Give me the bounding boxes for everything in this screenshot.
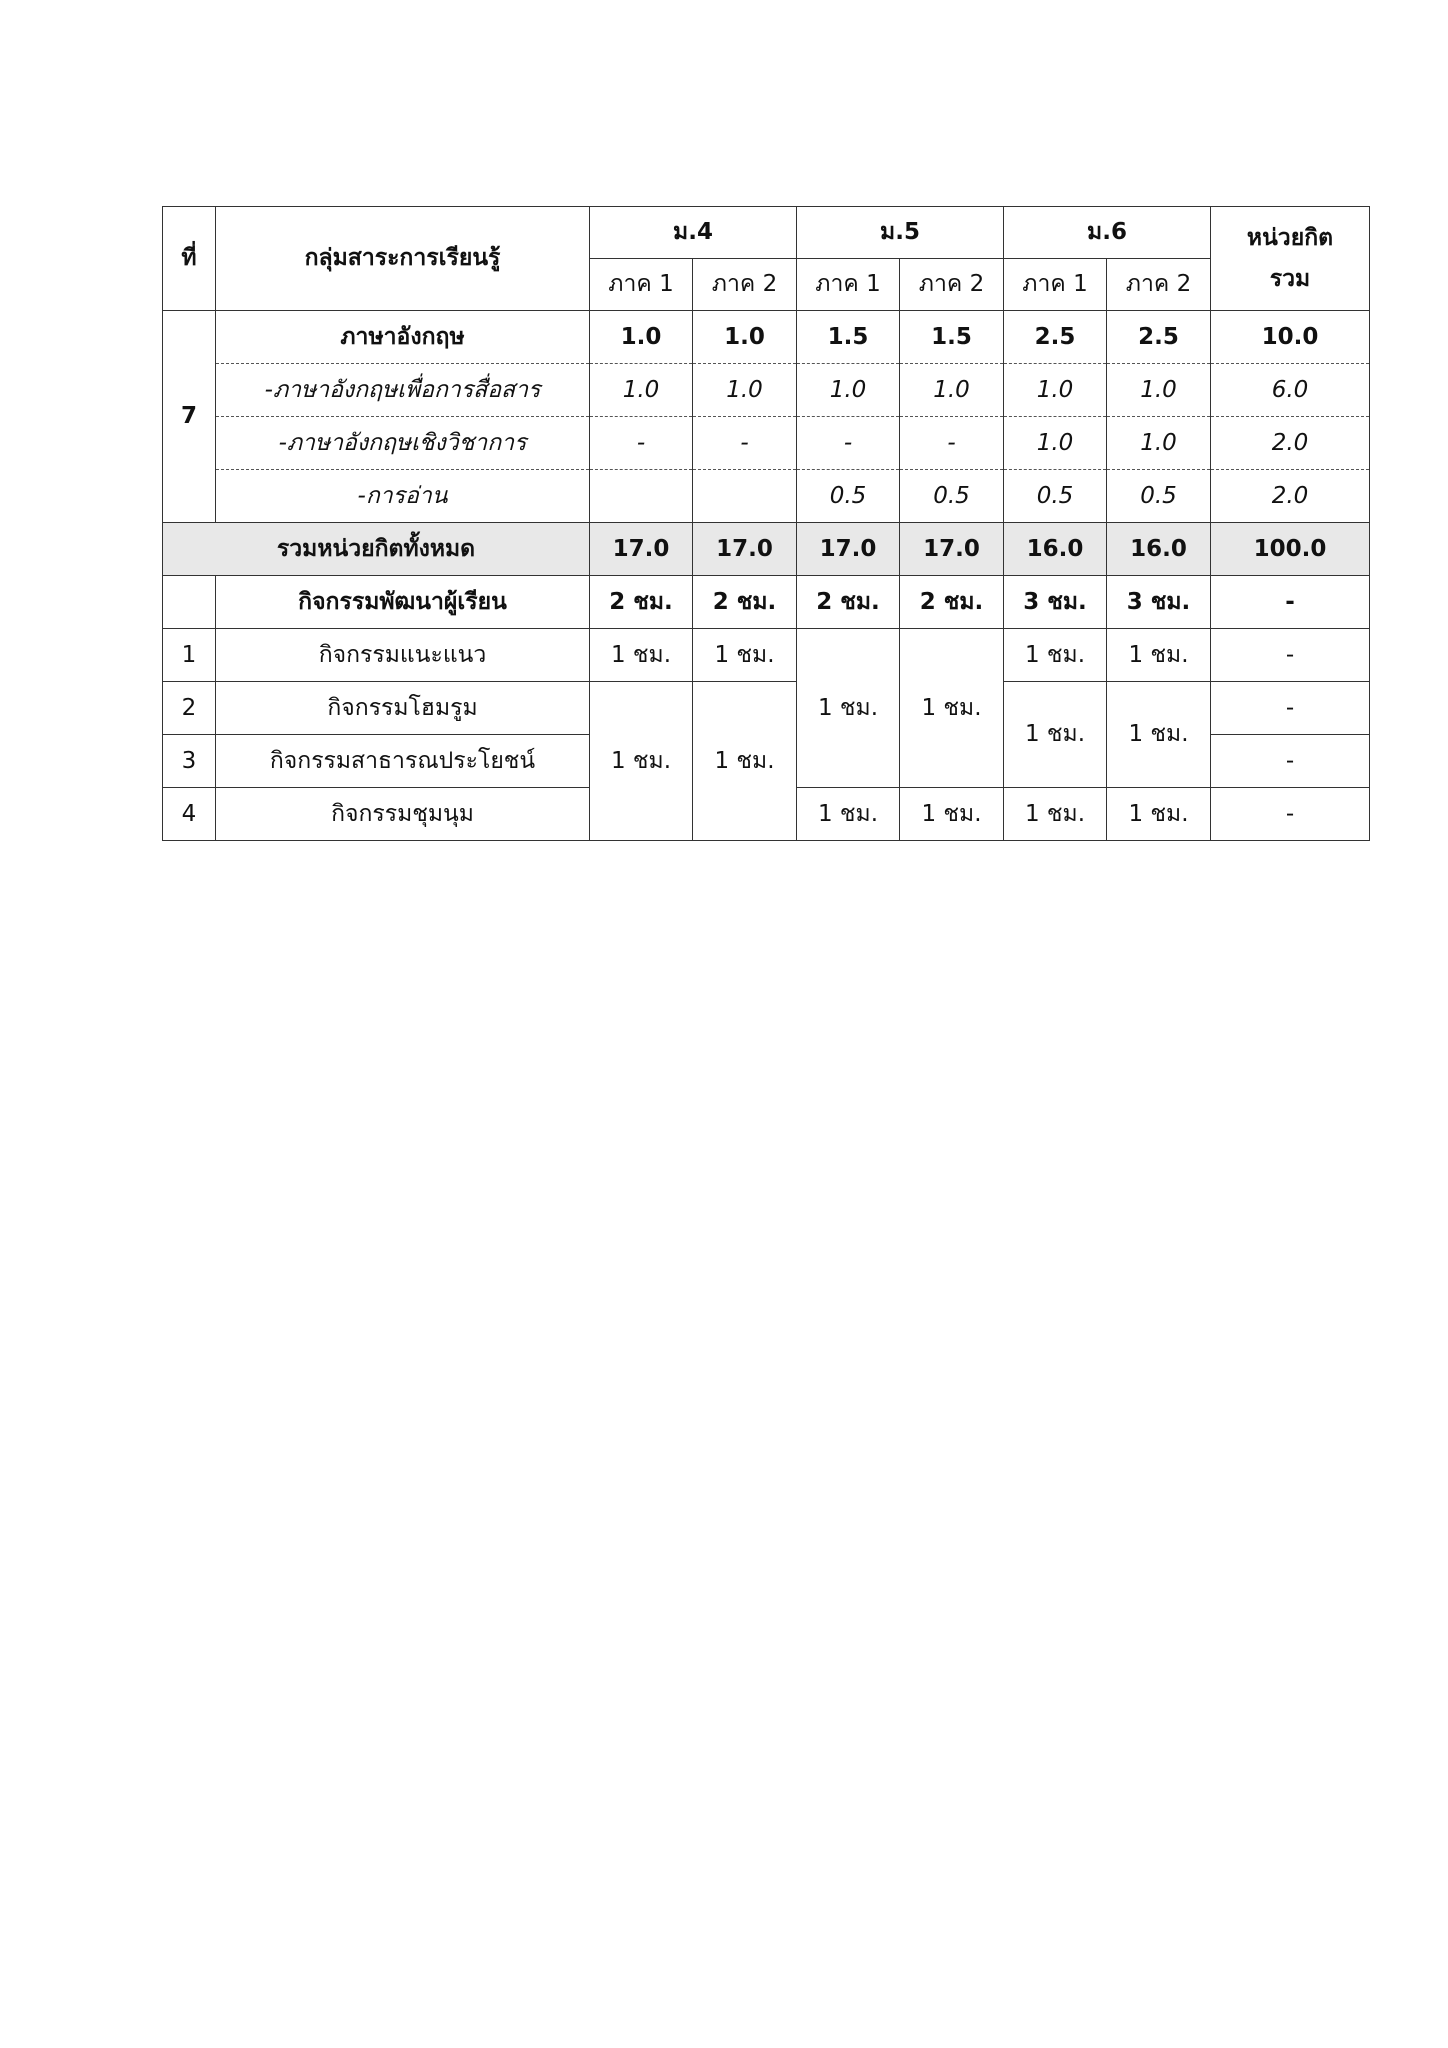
hours-cell-merged: 1 ชม. — [693, 682, 797, 841]
hours-cell-merged: 1 ชม. — [900, 629, 1004, 788]
hours-cell-merged: 1 ชม. — [797, 629, 900, 788]
credit-cell: 0.5 — [900, 470, 1004, 523]
subject-name: -ภาษาอังกฤษเพื่อการสื่อสาร — [216, 364, 590, 417]
credit-cell: 0.5 — [1004, 470, 1107, 523]
credit-cell: 1.0 — [590, 364, 693, 417]
credit-cell: 17.0 — [900, 523, 1004, 576]
subject-name: -ภาษาอังกฤษเชิงวิชาการ — [216, 417, 590, 470]
header-total-credits — [1211, 207, 1370, 311]
credit-cell — [590, 470, 693, 523]
header-term: ภาค 1 — [1004, 259, 1107, 311]
hours-cell-merged: 1 ชม. — [590, 682, 693, 841]
header-term: ภาค 1 — [590, 259, 693, 311]
credit-total-cell: 100.0 — [1211, 523, 1370, 576]
credit-cell: 0.5 — [797, 470, 900, 523]
hours-cell: 1 ชม. — [1004, 629, 1107, 682]
hours-total-cell: - — [1211, 629, 1370, 682]
subject-name: ภาษาอังกฤษ — [216, 311, 590, 364]
credit-cell: 0.5 — [1107, 470, 1211, 523]
credit-cell: 2.5 — [1004, 311, 1107, 364]
hours-cell: 1 ชม. — [693, 629, 797, 682]
hours-cell: 3 ชม. — [1004, 576, 1107, 629]
row-no: 3 — [163, 735, 216, 788]
hours-cell: 1 ชม. — [900, 788, 1004, 841]
credit-cell: - — [900, 417, 1004, 470]
header-term: ภาค 2 — [1107, 259, 1211, 311]
hours-cell: 1 ชม. — [590, 629, 693, 682]
activity-name: กิจกรรมสาธารณประโยชน์ — [216, 735, 590, 788]
header-subject: กลุ่มสาระการเรียนรู้ — [216, 207, 590, 311]
header-grade-m5: ม.5 — [797, 207, 1004, 259]
activity-name: กิจกรรมโฮมรูม — [216, 682, 590, 735]
credit-cell: 1.0 — [797, 364, 900, 417]
hours-cell: 2 ชม. — [797, 576, 900, 629]
header-term: ภาค 1 — [797, 259, 900, 311]
activity-name: กิจกรรมแนะแนว — [216, 629, 590, 682]
hours-cell: 1 ชม. — [797, 788, 900, 841]
credit-cell: - — [590, 417, 693, 470]
header-total-line1: หน่วยกิต — [1246, 225, 1334, 252]
hours-cell-merged: 1 ชม. — [1004, 682, 1107, 788]
credit-total-cell: 10.0 — [1211, 311, 1370, 364]
credit-cell: 1.0 — [693, 364, 797, 417]
subject-name: -การอ่าน — [216, 470, 590, 523]
table-row-activities — [163, 576, 1370, 629]
credit-cell: 1.0 — [590, 311, 693, 364]
table-row-total-credits — [163, 523, 1370, 576]
credit-cell: 17.0 — [797, 523, 900, 576]
hours-cell: 1 ชม. — [1107, 629, 1211, 682]
credit-cell: 1.0 — [1004, 364, 1107, 417]
credit-cell: 1.0 — [1004, 417, 1107, 470]
header-term: ภาค 2 — [900, 259, 1004, 311]
row-no-empty — [163, 576, 216, 629]
activities-label: กิจกรรมพัฒนาผู้เรียน — [216, 576, 590, 629]
hours-cell: 2 ชม. — [900, 576, 1004, 629]
header-row-grades — [163, 207, 1370, 259]
table-row-activity-guidance — [163, 629, 1370, 682]
hours-cell: 2 ชม. — [693, 576, 797, 629]
total-credits-label: รวมหน่วยกิตทั้งหมด — [163, 523, 590, 576]
hours-cell: 3 ชม. — [1107, 576, 1211, 629]
hours-cell: 1 ชม. — [1107, 788, 1211, 841]
hours-total-cell: - — [1211, 788, 1370, 841]
header-grade-m4: ม.4 — [590, 207, 797, 259]
credit-cell: 16.0 — [1107, 523, 1211, 576]
credit-total-cell: 2.0 — [1211, 417, 1370, 470]
credit-cell — [693, 470, 797, 523]
credit-cell: 1.5 — [797, 311, 900, 364]
credit-cell: 1.0 — [693, 311, 797, 364]
hours-total-cell: - — [1211, 682, 1370, 735]
activity-name: กิจกรรมชุมนุม — [216, 788, 590, 841]
credit-cell: 2.5 — [1107, 311, 1211, 364]
credit-cell: 1.0 — [1107, 364, 1211, 417]
table-row-activity-homeroom — [163, 682, 1370, 735]
row-no: 1 — [163, 629, 216, 682]
credit-cell: - — [693, 417, 797, 470]
curriculum-table — [162, 206, 1370, 841]
header-grade-m6: ม.6 — [1004, 207, 1211, 259]
credit-total-cell: 2.0 — [1211, 470, 1370, 523]
table-row-english-reading — [163, 470, 1370, 523]
row-no: 7 — [163, 311, 216, 523]
table-row-english-academic — [163, 417, 1370, 470]
hours-total-cell: - — [1211, 735, 1370, 788]
credit-cell: 17.0 — [590, 523, 693, 576]
credit-cell: 1.5 — [900, 311, 1004, 364]
row-no: 4 — [163, 788, 216, 841]
header-no: ที่ — [163, 207, 216, 311]
credit-cell: 1.0 — [1107, 417, 1211, 470]
credit-cell: - — [797, 417, 900, 470]
hours-cell: 1 ชม. — [1004, 788, 1107, 841]
hours-cell-merged: 1 ชม. — [1107, 682, 1211, 788]
credit-total-cell: 6.0 — [1211, 364, 1370, 417]
credit-cell: 16.0 — [1004, 523, 1107, 576]
table-row-english-communication — [163, 364, 1370, 417]
table-row-english — [163, 311, 1370, 364]
row-no: 2 — [163, 682, 216, 735]
header-total-line2: รวม — [1269, 265, 1311, 292]
hours-total-cell: - — [1211, 576, 1370, 629]
hours-cell: 2 ชม. — [590, 576, 693, 629]
credit-cell: 1.0 — [900, 364, 1004, 417]
credit-cell: 17.0 — [693, 523, 797, 576]
header-term: ภาค 2 — [693, 259, 797, 311]
